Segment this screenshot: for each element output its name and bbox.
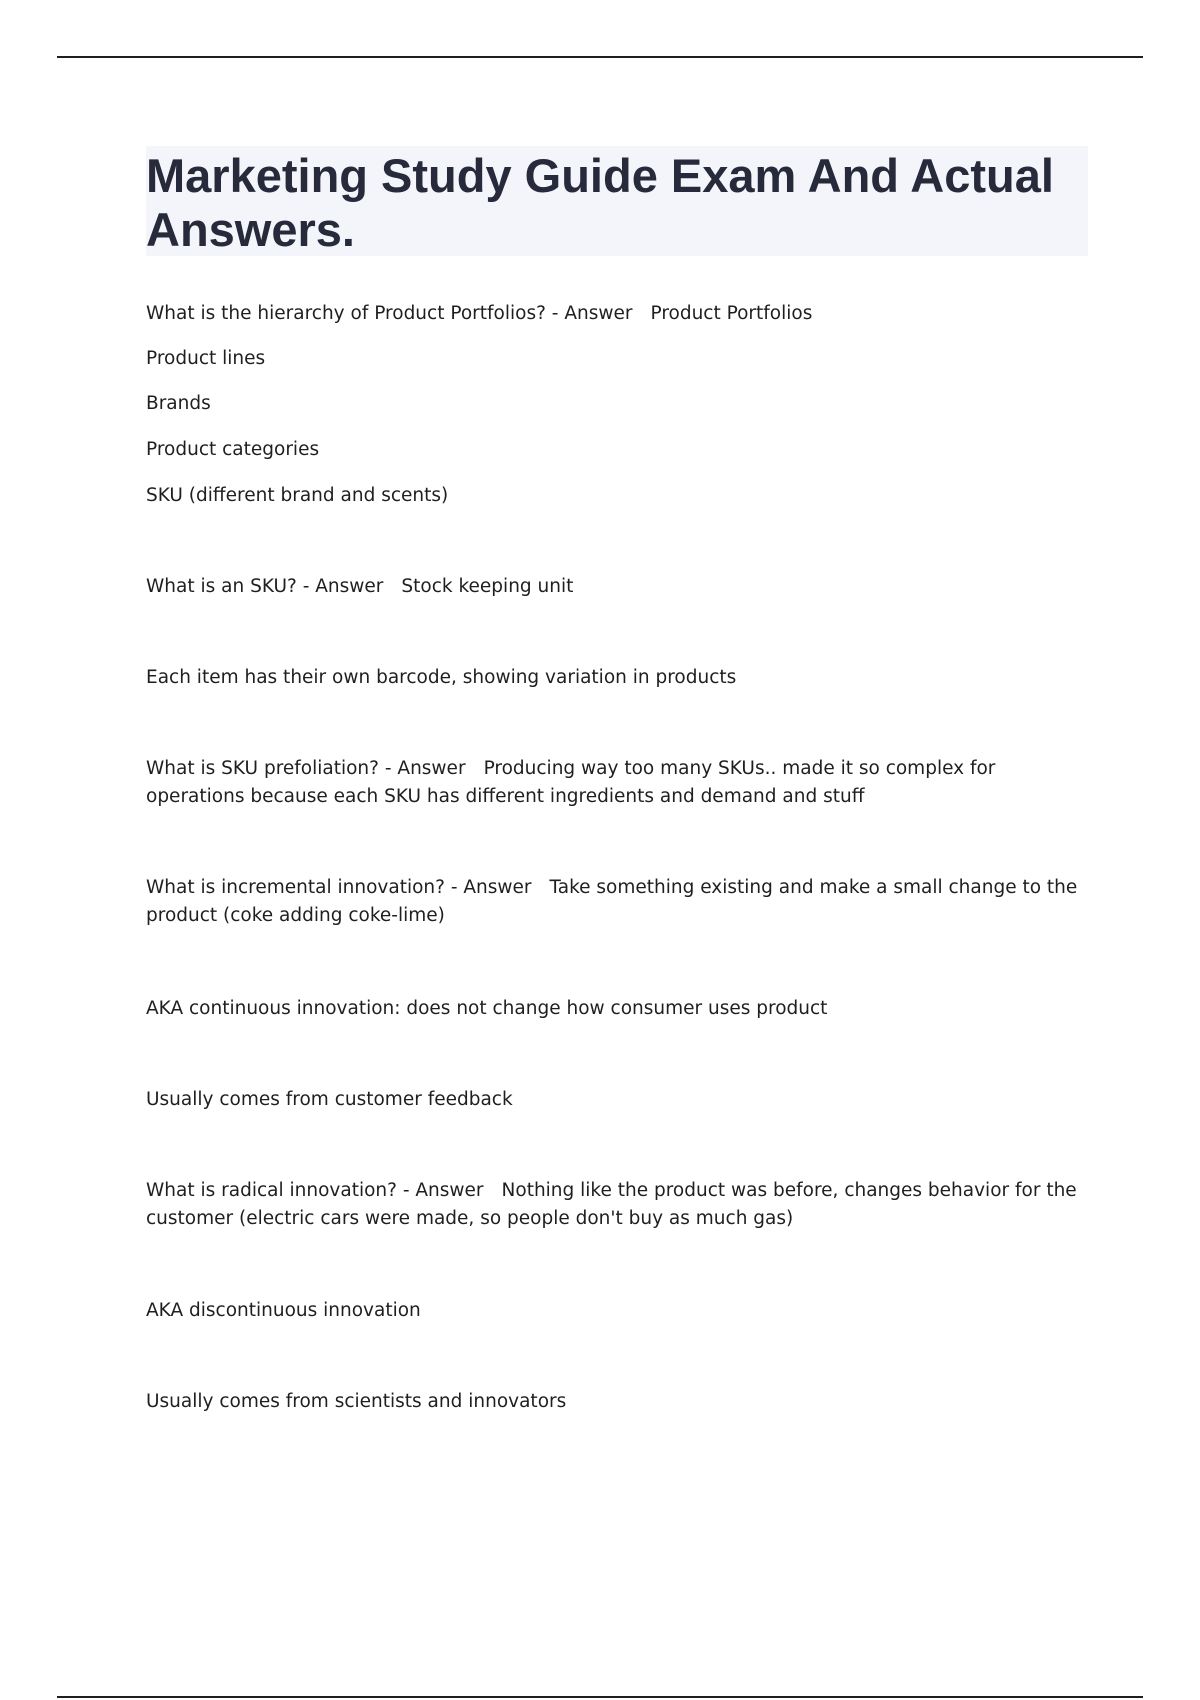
qa-entry [146,573,1086,601]
note-text: Usually comes from scientists and innovators [146,1391,567,1412]
note-text: Each item has their own barcode, showing variation in products [146,667,737,688]
question-text: What is radical innovation? - Answer [146,1180,484,1201]
answer-text: Stock keeping unit [401,576,574,597]
bottom-rule [57,1696,1143,1698]
answer-text: Nothing like the product was before, changes behavior for the customer (electric cars were made, so people don't buy as much gas) [146,1180,1077,1229]
title-block [146,146,1088,256]
list-item: Product categories [146,439,320,460]
list-item: SKU (different brand and scents) [146,485,449,506]
qa-entry [146,1177,1086,1233]
qa-entry [146,300,1086,328]
top-rule [57,56,1143,58]
list-item: Brands [146,393,211,414]
question-text: What is an SKU? - Answer [146,576,384,597]
answer-text: Product Portfolios [650,303,813,324]
answer-text: Take something existing and make a small change to the product (coke adding coke-lime) [146,877,1078,926]
note-text: Usually comes from customer feedback [146,1089,513,1110]
question-text: What is the hierarchy of Product Portfolios? - Answer [146,303,633,324]
qa-entry [146,755,1086,811]
question-text: What is SKU prefoliation? - Answer [146,758,466,779]
note-text: AKA discontinuous innovation [146,1300,421,1321]
document-title: Marketing Study Guide Exam And Actual Answers. [146,149,1054,256]
question-text: What is incremental innovation? - Answer [146,877,532,898]
qa-entry [146,874,1086,930]
note-text: AKA continuous innovation: does not change how consumer uses product [146,998,828,1019]
answer-text: Producing way too many SKUs.. made it so complex for operations because each SKU has different ingredients and demand and stuff [146,758,996,807]
list-item: Product lines [146,348,266,369]
